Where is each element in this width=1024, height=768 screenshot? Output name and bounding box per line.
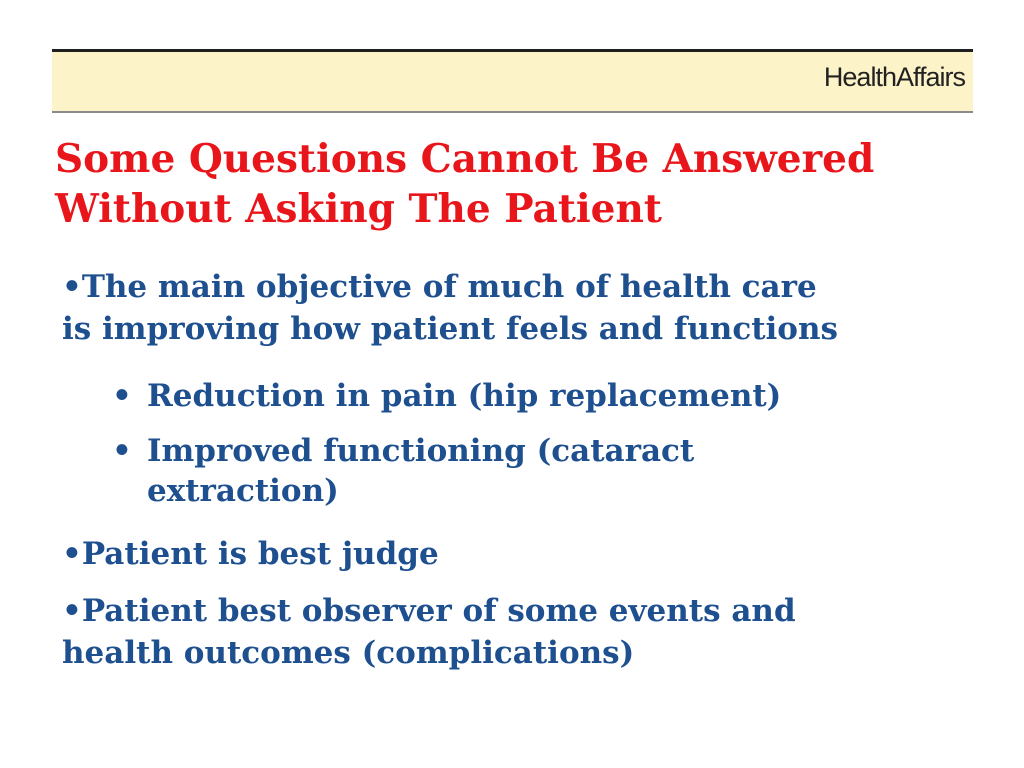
bullet-main-objective-line-1: •The main objective of much of health care bbox=[62, 269, 817, 305]
slide-title bbox=[55, 134, 1015, 234]
sub-bullet-pain-text: Reduction in pain (hip replacement) bbox=[147, 378, 782, 414]
bullet-best-observer-line-1: •Patient best observer of some events and bbox=[62, 593, 796, 629]
sub-bullet-functioning-line-2: extraction) bbox=[147, 473, 339, 509]
bullet-main-objective bbox=[62, 266, 838, 350]
header-band bbox=[52, 49, 973, 113]
sub-bullet-functioning bbox=[112, 431, 694, 511]
title-line-1: Some Questions Cannot Be Answered bbox=[55, 136, 875, 182]
sub-bullet-functioning-line-1: Improved functioning (cataract bbox=[147, 433, 695, 469]
title-line-2: Without Asking The Patient bbox=[55, 186, 662, 232]
bullet-best-judge: •Patient is best judge bbox=[62, 536, 439, 572]
bullet-main-objective-line-2: is improving how patient feels and functions bbox=[62, 311, 838, 347]
bullet-best-observer bbox=[62, 590, 796, 674]
bullet-best-observer-line-2: health outcomes (complications) bbox=[62, 635, 635, 671]
sub-bullet-dot: • bbox=[112, 433, 132, 469]
health-affairs-logo: HealthAffairs bbox=[823, 62, 965, 92]
sub-bullet-dot: • bbox=[112, 378, 132, 414]
sub-bullet-pain bbox=[112, 376, 781, 416]
